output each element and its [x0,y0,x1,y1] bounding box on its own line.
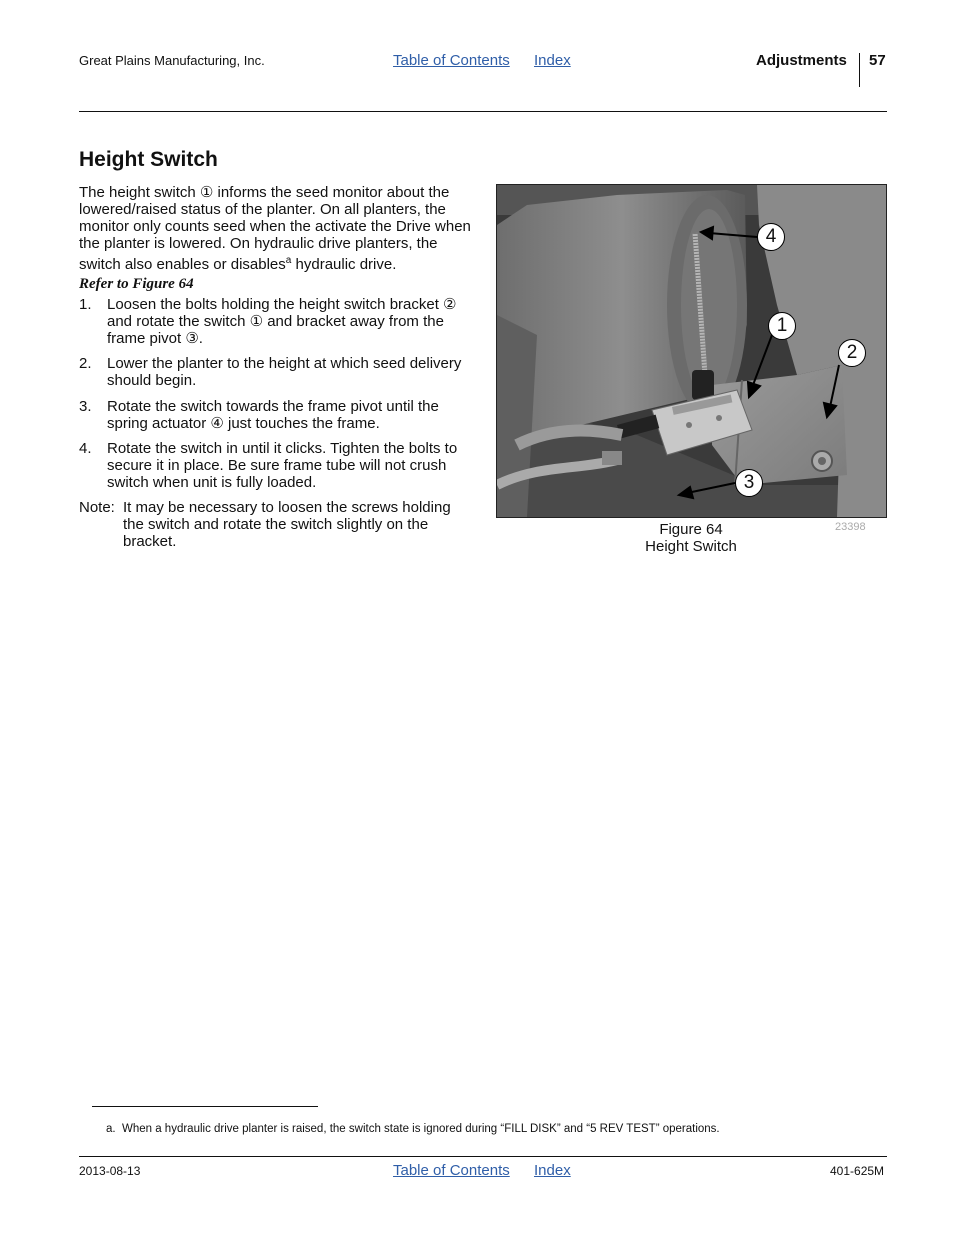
step-number: 1. [79,296,92,313]
callout-1: 1 [768,312,796,340]
step-text: Rotate the switch in until it clicks. Tighten the bolts to secure it in place. Be sure frame tube will not crush switch when unit is fully loaded. [107,440,458,491]
figure-reference: Refer to Figure 64 [79,276,194,292]
height-switch-photo [496,184,887,518]
footer-index-link[interactable]: Index [534,1162,571,1179]
header-index-link[interactable]: Index [534,52,571,69]
intro-paragraph [79,184,471,273]
step-number: 3. [79,398,92,415]
figure-caption-title: Height Switch [645,538,737,555]
footnote-text: When a hydraulic drive planter is raised, the switch state is ignored during “FILL DISK” and “5 REV TEST” operations. [121,1123,720,1135]
footnote-rule [92,1106,318,1107]
intro-text-b: hydraulic drive. [291,256,397,273]
figure-caption-number: Figure 64 [659,521,723,538]
step-item [79,355,471,389]
step-item [79,296,471,347]
intro-text-a: The height switch ① informs the seed monitor about the lowered/raised status of the planter. On all planters, the monitor only counts seed when the activate the Drive when the planter is lowered. On hydraulic drive planters, the switch also enables or disables [79,184,471,273]
image-number: 23398 [835,521,866,533]
note-text: It may be necessary to loosen the screws holding the switch and rotate the switch slightly on the bracket. [123,499,451,550]
footer-date: 2013-08-13 [79,1164,141,1178]
footnote-marker[interactable]: a [285,255,292,266]
footnote-label: a. [106,1123,116,1135]
callout-2: 2 [838,339,866,367]
photo-illustration [497,185,886,517]
callout-4: 4 [757,223,785,251]
header-toc-link[interactable]: Table of Contents [393,52,510,69]
section-name: Adjustments [756,52,847,69]
figure-caption [496,521,886,555]
step-text: Lower the planter to the height at which seed delivery should begin. [107,355,462,389]
header-rule [79,111,887,112]
page-title: Height Switch [79,148,218,171]
step-number: 4. [79,440,92,457]
footer-toc-link[interactable]: Table of Contents [393,1162,510,1179]
footnote [106,1123,720,1135]
step-item [79,398,471,432]
footer-rule [79,1156,887,1157]
page-number: 57 [869,52,886,69]
header-divider [859,53,860,87]
doc-number: 401-625M [830,1164,885,1178]
step-number: 2. [79,355,92,372]
step-text: Rotate the switch towards the frame pivot until the spring actuator ④ just touches the frame. [107,398,439,432]
step-item [79,440,471,491]
company-name: Great Plains Manufacturing, Inc. [79,53,265,68]
step-text: Loosen the bolts holding the height switch bracket ② and rotate the switch ① and bracket away from the frame pivot ③. [107,296,457,347]
note-label: Note: [79,499,115,516]
callout-3: 3 [735,469,763,497]
